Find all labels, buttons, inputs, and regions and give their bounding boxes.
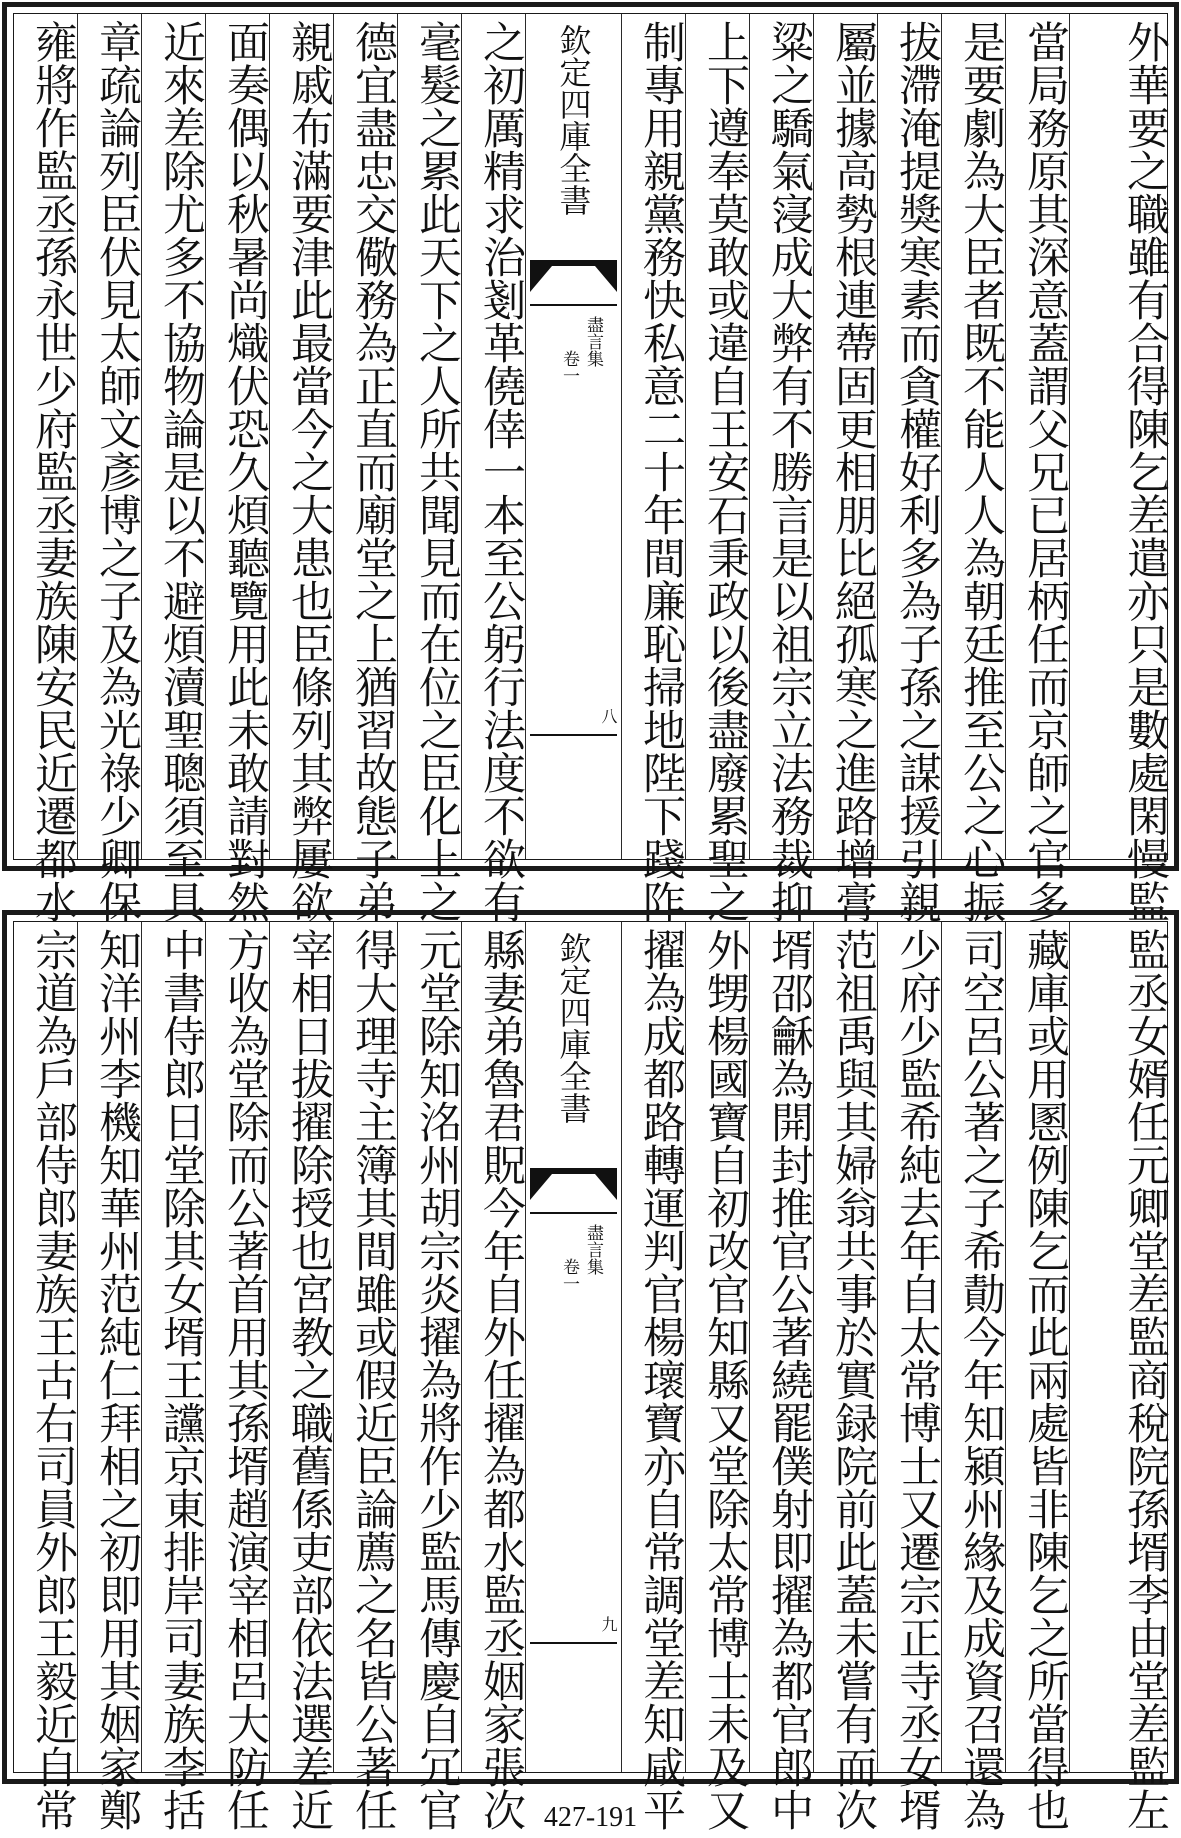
text-column: 是要劇為大臣者既不能人人為朝廷推至公之心振 bbox=[942, 14, 1006, 859]
text-column: 擢為成都路轉運判官楊瓌寶亦自常調堂差知咸平 bbox=[622, 922, 686, 1772]
block-center-gutter bbox=[526, 922, 622, 1772]
block-center-gutter bbox=[526, 14, 622, 859]
text-column: 元堂除知洺州胡宗炎擢為將作少監馬傳慶自冗官 bbox=[398, 922, 462, 1772]
text-column: 近來差除尤多不協物論是以不避煩瀆聖聰須至具 bbox=[142, 14, 206, 859]
upper-page-frame bbox=[13, 13, 1170, 923]
text-column: 監丞女婿任元卿堂差監商稅院孫壻李由堂差監左 bbox=[1120, 928, 1170, 1831]
text-column: 章疏論列臣伏見太師文彥博之子及為光祿少卿保 bbox=[78, 14, 142, 859]
page-number: 427-191 bbox=[543, 1802, 638, 1833]
text-column: 宗道為戶部侍郎妻族王古右司員外郎王毅近自常 bbox=[14, 922, 78, 1772]
text-column: 當局務原其深意蓋謂父兄已居柄任而京師之官多 bbox=[1006, 14, 1070, 859]
text-column: 中書侍郎日堂除其女壻王讜京東排岸司妻族李括 bbox=[142, 922, 206, 1772]
text-column: 縣妻弟魯君貺今年自外任擢為都水監丞姻家張次 bbox=[462, 922, 526, 1772]
text-column: 雍將作監丞孫永世少府監丞妻族陳安民近遷都水 bbox=[14, 14, 78, 859]
book-series-title: 欽定四庫全書 bbox=[554, 24, 593, 216]
leaf-number: 九 bbox=[599, 1616, 618, 1632]
text-column: 拔滯淹提獎寒素而貪權好利多為子孫之謀援引親 bbox=[878, 14, 942, 859]
text-column: 之初厲精求治剗革僥倖一本至公躬行法度不欲有 bbox=[462, 14, 526, 859]
text-column: 外華要之職雖有合得陳乞差遣亦只是數處閑慢監 bbox=[1120, 20, 1170, 923]
text-column: 面奏偶以秋暑尚熾伏恐久煩聽覽用此未敢請對然 bbox=[206, 14, 270, 859]
book-title: 盡言集 bbox=[583, 1224, 603, 1275]
volume-label: 卷一 bbox=[559, 350, 579, 384]
text-column: 外甥楊國寶自初改官知縣又堂除太常博士未及又 bbox=[686, 922, 750, 1772]
fish-tail-mark bbox=[530, 260, 617, 306]
text-column: 德宜盡忠交儆務為正直而廟堂之上猶習故態子弟 bbox=[334, 14, 398, 859]
text-column: 得大理寺主簿其間雖或假近臣論薦之名皆公著任 bbox=[334, 922, 398, 1772]
book-title: 盡言集 bbox=[583, 316, 603, 367]
text-column: 司空呂公著之子希勣今年知潁州緣及成資召還為 bbox=[942, 922, 1006, 1772]
text-column: 毫髮之累此天下之人所共聞見而在位之臣化上之 bbox=[398, 14, 462, 859]
book-series-title: 欽定四庫全書 bbox=[554, 932, 593, 1124]
text-column: 宰相日拔擢除授也宮教之職舊係吏部依法選差近 bbox=[270, 922, 334, 1772]
text-column: 知洋州李機知華州范純仁拜相之初即用其姻家鄭 bbox=[78, 922, 142, 1772]
text-column: 親戚布滿要津此最當今之大患也臣條列其弊屢欲 bbox=[270, 14, 334, 859]
text-column: 藏庫或用慁例陳乞而此兩處皆非陳乞之所當得也 bbox=[1006, 922, 1070, 1772]
upper-page bbox=[2, 2, 1179, 923]
leaf-number: 八 bbox=[599, 708, 618, 724]
text-column: 壻邵龢為開封推官公著繞罷僕射即擢為都官郎中 bbox=[750, 922, 814, 1772]
gutter-bottom-rule bbox=[530, 1642, 617, 1644]
fish-tail-mark bbox=[530, 1168, 617, 1214]
text-column: 方收為堂除而公著首用其孫壻趙演宰相呂大防任 bbox=[206, 922, 270, 1772]
text-column: 范祖禹與其婦翁共事於實録院前此蓋未嘗有而次 bbox=[814, 922, 878, 1772]
volume-label: 卷一 bbox=[559, 1258, 579, 1292]
gutter-bottom-rule bbox=[530, 734, 617, 736]
text-column: 粱之驕氣寖成大弊有不勝言是以祖宗立法務裁抑 bbox=[750, 14, 814, 859]
text-column: 少府少監希純去年自太常博士又遷宗正寺丞女壻 bbox=[878, 922, 942, 1772]
text-column: 制專用親黨務快私意二十年間廉恥掃地陛下踐阼 bbox=[622, 14, 686, 859]
text-column: 上下遵奉莫敢或違自王安石秉政以後盡廢累聖之 bbox=[686, 14, 750, 859]
text-column: 屬並據高勢根連蔕固更相朋比絕孤寒之進路增膏 bbox=[814, 14, 878, 859]
